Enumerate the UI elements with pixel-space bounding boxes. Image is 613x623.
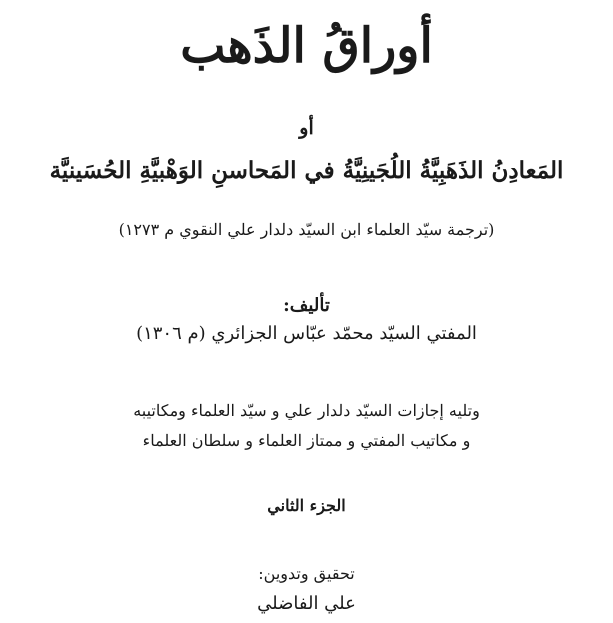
appendix-line: و مكاتيب المفتي و ممتاز العلماء و سلطان العلماء (142, 431, 471, 450)
or-label: أو (299, 117, 314, 139)
book-title: أوراقُ الذَهب (180, 18, 433, 74)
author-label: تأليف: (283, 295, 330, 316)
volume-label: الجزء الثاني (267, 496, 346, 515)
appendix-line: وتليه إجازات السيّد دلدار علي و سيّد العلماء ومكاتيبه (133, 401, 480, 420)
author-name: المفتي السيّد محمّد عبّاس الجزائري (م ١٣٠٦) (136, 323, 477, 344)
book-subtitle: المَعادِنُ الذَهَبِيَّةُ اللُجَينِيَّةُ في المَحاسنِ الوَهْبيَّةِ الحُسَينيَّة (49, 157, 564, 184)
editor-name: علي الفاضلي (257, 593, 356, 614)
subject-note: (ترجمة سيّد العلماء ابن السيّد دلدار علي النقوي م ١٢٧٣) (118, 220, 495, 239)
editor-label: تحقيق وتدوين: (258, 564, 355, 583)
